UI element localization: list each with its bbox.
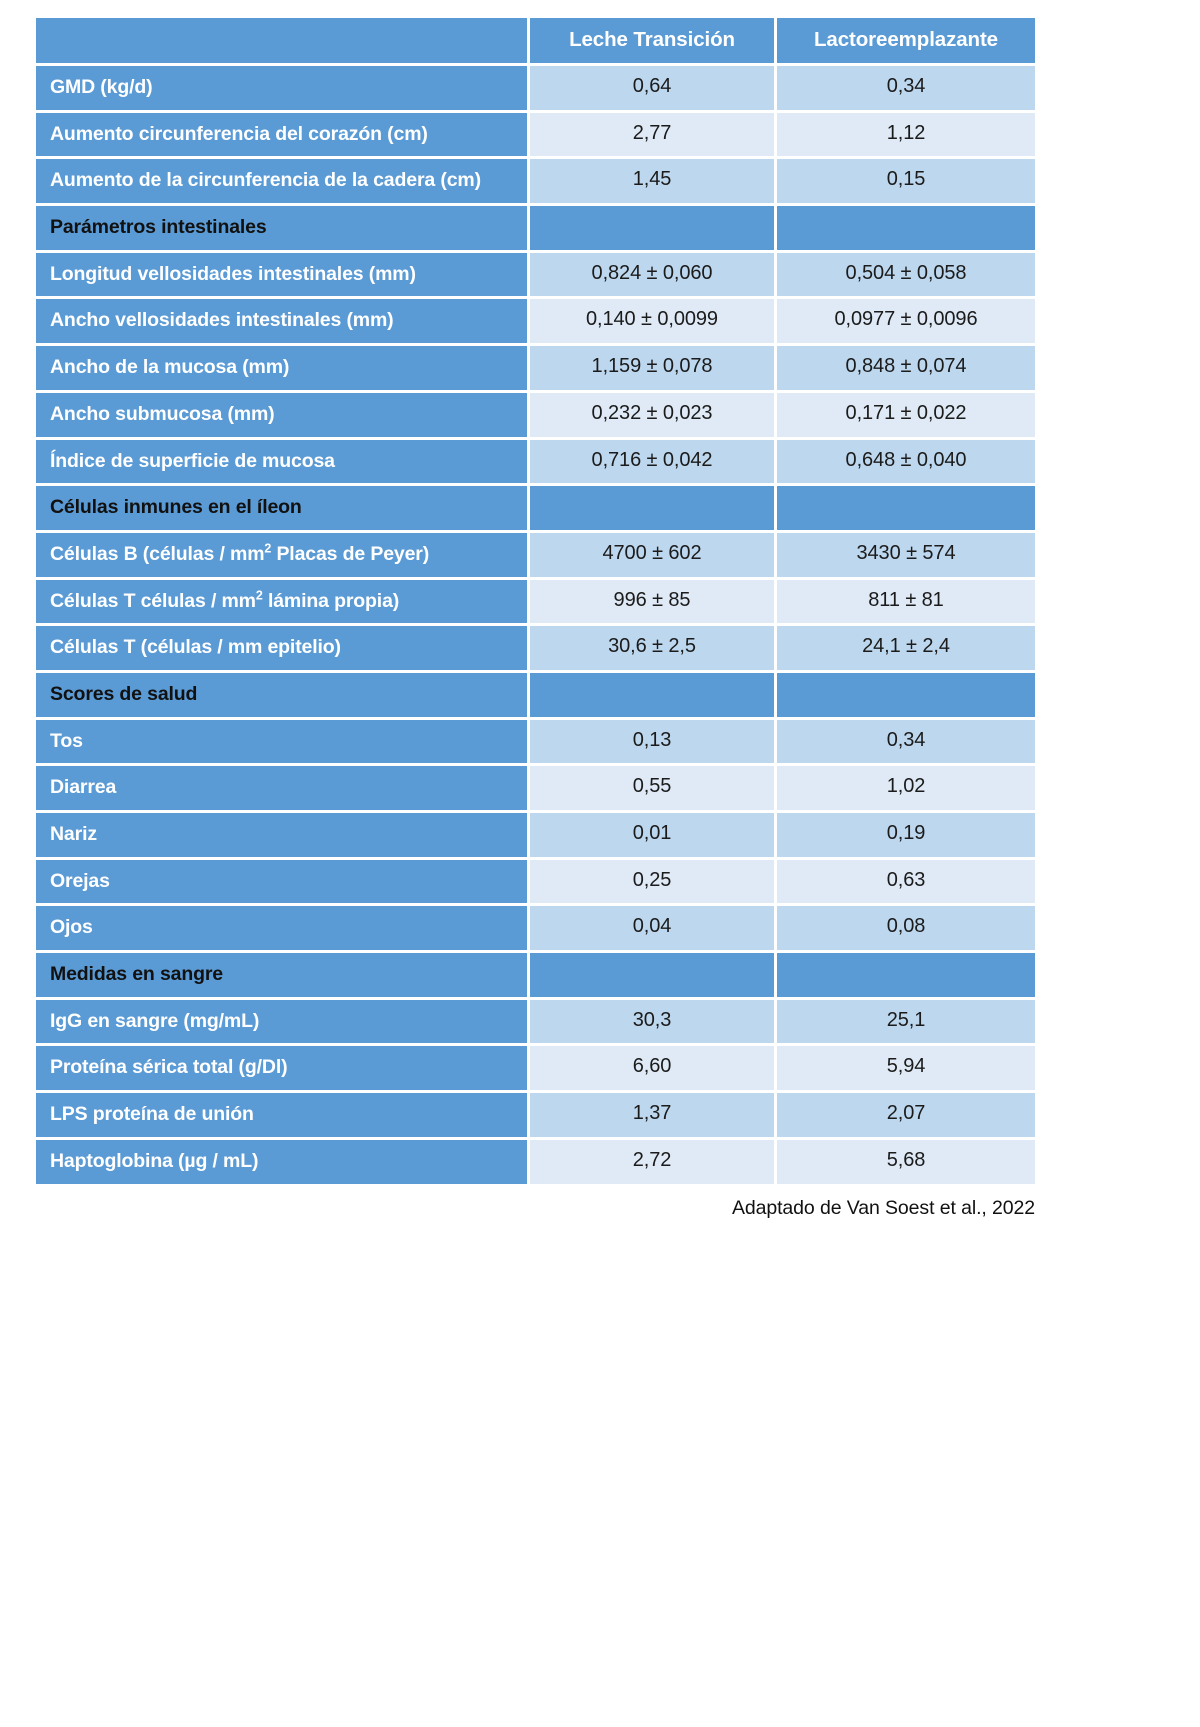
table-body	[36, 66, 1035, 1184]
value-lactoreemplazante: 0,08	[777, 906, 1035, 953]
source-footnote: Adaptado de Van Soest et al., 2022	[731, 1196, 1035, 1219]
value-lactoreemplazante: 0,19	[777, 813, 1035, 860]
value-leche-transicion	[530, 206, 777, 253]
value-leche-transicion: 0,04	[530, 906, 777, 953]
table-row	[36, 860, 1035, 907]
value-leche-transicion: 996 ± 85	[530, 580, 777, 627]
table-row	[36, 1046, 1035, 1093]
value-lactoreemplazante: 0,15	[777, 159, 1035, 206]
row-label: Diarrea	[36, 766, 530, 813]
table-row	[36, 113, 1035, 160]
value-leche-transicion: 1,159 ± 0,078	[530, 346, 777, 393]
value-lactoreemplazante: 5,68	[777, 1140, 1035, 1184]
section-label: Medidas en sangre	[36, 953, 530, 1000]
value-lactoreemplazante: 5,94	[777, 1046, 1035, 1093]
row-label: Ojos	[36, 906, 530, 953]
section-label: Células inmunes en el íleon	[36, 486, 530, 533]
value-leche-transicion: 6,60	[530, 1046, 777, 1093]
row-label: LPS proteína de unión	[36, 1093, 530, 1140]
value-leche-transicion: 0,716 ± 0,042	[530, 440, 777, 487]
table-row	[36, 159, 1035, 206]
header-row	[36, 18, 1035, 66]
table-row	[36, 580, 1035, 627]
row-label: IgG en sangre (mg/mL)	[36, 1000, 530, 1047]
table-row	[36, 766, 1035, 813]
row-label: Células T células / $mm^2$ lámina propia)	[36, 580, 530, 627]
table-row	[36, 1000, 1035, 1047]
value-leche-transicion: 0,25	[530, 860, 777, 907]
value-leche-transicion: 0,140 ± 0,0099	[530, 299, 777, 346]
value-lactoreemplazante: 25,1	[777, 1000, 1035, 1047]
row-label: Células B (células / $mm^2$ Placas de Peyer)	[36, 533, 530, 580]
value-leche-transicion: 30,6 ± 2,5	[530, 626, 777, 673]
section-header-row	[36, 206, 1035, 253]
column-header-label	[36, 18, 530, 66]
value-lactoreemplazante: 0,648 ± 0,040	[777, 440, 1035, 487]
value-leche-transicion: 0,64	[530, 66, 777, 113]
value-lactoreemplazante: 24,1 ± 2,4	[777, 626, 1035, 673]
value-lactoreemplazante: 1,12	[777, 113, 1035, 160]
row-label: Proteína sérica total (g/Dl)	[36, 1046, 530, 1093]
table-row	[36, 1140, 1035, 1184]
value-lactoreemplazante: 0,171 ± 0,022	[777, 393, 1035, 440]
table-row	[36, 346, 1035, 393]
table-header	[36, 18, 1035, 66]
value-lactoreemplazante: 0,848 ± 0,074	[777, 346, 1035, 393]
row-label: Aumento circunferencia del corazón (cm)	[36, 113, 530, 160]
table-row	[36, 299, 1035, 346]
value-leche-transicion: 0,13	[530, 720, 777, 767]
comparison-table	[36, 18, 1035, 1184]
value-lactoreemplazante: 0,63	[777, 860, 1035, 907]
table-row	[36, 533, 1035, 580]
table-row	[36, 720, 1035, 767]
table-row	[36, 440, 1035, 487]
row-label: Ancho vellosidades intestinales (mm)	[36, 299, 530, 346]
table-row	[36, 393, 1035, 440]
value-leche-transicion: 0,824 ± 0,060	[530, 253, 777, 300]
table-row	[36, 66, 1035, 113]
row-label: Ancho submucosa (mm)	[36, 393, 530, 440]
table-row	[36, 813, 1035, 860]
value-lactoreemplazante	[777, 953, 1035, 1000]
value-leche-transicion: 30,3	[530, 1000, 777, 1047]
value-lactoreemplazante: 3430 ± 574	[777, 533, 1035, 580]
value-lactoreemplazante: 1,02	[777, 766, 1035, 813]
value-leche-transicion: 0,55	[530, 766, 777, 813]
value-lactoreemplazante	[777, 673, 1035, 720]
table-row	[36, 626, 1035, 673]
value-lactoreemplazante: 2,07	[777, 1093, 1035, 1140]
row-label: Índice de superficie de mucosa	[36, 440, 530, 487]
value-lactoreemplazante	[777, 486, 1035, 533]
column-header-leche-transicion: Leche Transición	[530, 18, 777, 66]
value-lactoreemplazante: 811 ± 81	[777, 580, 1035, 627]
value-leche-transicion: 1,45	[530, 159, 777, 206]
table-row	[36, 253, 1035, 300]
row-label: Ancho de la mucosa (mm)	[36, 346, 530, 393]
value-lactoreemplazante	[777, 206, 1035, 253]
value-leche-transicion: 2,77	[530, 113, 777, 160]
row-label: Haptoglobina (µg / mL)	[36, 1140, 530, 1184]
section-label: Scores de salud	[36, 673, 530, 720]
value-leche-transicion	[530, 953, 777, 1000]
row-label: Aumento de la circunferencia de la cadera (cm)	[36, 159, 530, 206]
value-lactoreemplazante: 0,0977 ± 0,0096	[777, 299, 1035, 346]
value-leche-transicion: 1,37	[530, 1093, 777, 1140]
value-leche-transicion	[530, 673, 777, 720]
value-leche-transicion: 0,232 ± 0,023	[530, 393, 777, 440]
value-leche-transicion	[530, 486, 777, 533]
value-lactoreemplazante: 0,34	[777, 66, 1035, 113]
column-header-lactoreemplazante: Lactoreemplazante	[777, 18, 1035, 66]
section-header-row	[36, 673, 1035, 720]
row-label: Longitud vellosidades intestinales (mm)	[36, 253, 530, 300]
value-leche-transicion: 0,01	[530, 813, 777, 860]
table-row	[36, 906, 1035, 953]
row-label: Células T (células / mm epitelio)	[36, 626, 530, 673]
table-row	[36, 1093, 1035, 1140]
row-label: Orejas	[36, 860, 530, 907]
section-label: Parámetros intestinales	[36, 206, 530, 253]
value-leche-transicion: 2,72	[530, 1140, 777, 1184]
section-header-row	[36, 486, 1035, 533]
section-header-row	[36, 953, 1035, 1000]
value-lactoreemplazante: 0,504 ± 0,058	[777, 253, 1035, 300]
row-label: Nariz	[36, 813, 530, 860]
row-label: Tos	[36, 720, 530, 767]
row-label: GMD (kg/d)	[36, 66, 530, 113]
value-lactoreemplazante: 0,34	[777, 720, 1035, 767]
value-leche-transicion: 4700 ± 602	[530, 533, 777, 580]
